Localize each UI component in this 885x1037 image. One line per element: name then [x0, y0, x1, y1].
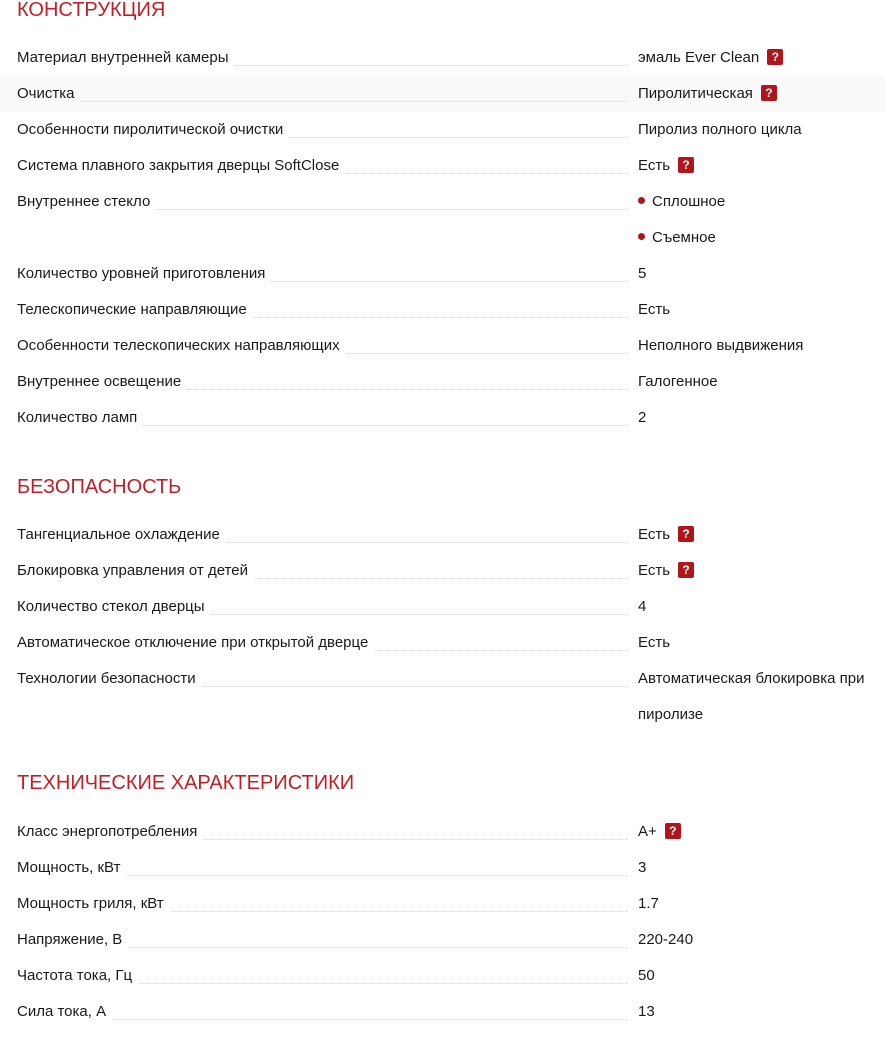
spec-value: Пиролиз полного цикла: [638, 121, 802, 138]
spec-value: эмаль Ever Clean ?: [638, 49, 783, 67]
spec-value: Неполного выдвижения: [638, 337, 804, 354]
bullet-icon: [638, 233, 645, 240]
spec-row: [0, 517, 885, 553]
spec-row: [0, 814, 885, 850]
spec-label: Мощность гриля, кВт: [17, 895, 170, 913]
spec-row: [0, 328, 885, 364]
spec-value: 3: [638, 859, 647, 876]
spec-value: Есть: [638, 634, 671, 651]
spec-label: Количество стекол дверцы: [17, 598, 211, 616]
spec-row: [0, 76, 885, 112]
spec-row: [0, 256, 885, 292]
spec-label: Мощность, кВт: [17, 859, 126, 877]
spec-label: Количество ламп: [17, 409, 143, 427]
spec-value-list-item: Сплошное: [638, 193, 725, 211]
spec-label: Внутреннее стекло: [17, 193, 156, 211]
spec-value: 13: [638, 1003, 655, 1020]
help-icon[interactable]: ?: [665, 823, 681, 839]
spec-row: [0, 958, 885, 994]
section-title: ТЕХНИЧЕСКИЕ ХАРАКТЕРИСТИКИ: [17, 772, 355, 794]
section-title: БЕЗОПАСНОСТЬ: [17, 476, 182, 498]
spec-label: Частота тока, Гц: [17, 967, 138, 985]
spec-row-continuation: [0, 220, 885, 256]
spec-label: Блокировка управления от детей: [17, 562, 254, 580]
spec-row: [0, 400, 885, 436]
spec-row: [0, 886, 885, 922]
spec-value: 2: [638, 409, 647, 426]
spec-label: Особенности телескопических направляющих: [17, 337, 346, 355]
spec-label: Тангенциальное охлаждение: [17, 526, 226, 544]
spec-row: [0, 661, 885, 733]
spec-label: Материал внутренней камеры: [17, 49, 234, 67]
spec-label: Внутреннее освещение: [17, 373, 187, 391]
spec-label: Количество уровней приготовления: [17, 265, 271, 283]
spec-value: 5: [638, 265, 647, 282]
spec-row: [0, 553, 885, 589]
spec-label: Напряжение, В: [17, 931, 128, 949]
spec-label: Система плавного закрытия дверцы SoftClose: [17, 157, 345, 175]
spec-value: Есть ?: [638, 562, 694, 580]
spec-row: [0, 112, 885, 148]
spec-row: [0, 850, 885, 886]
spec-value: Автоматическая блокировка при пиролизе: [638, 670, 865, 723]
spec-row: [0, 292, 885, 328]
spec-value: 4: [638, 598, 647, 615]
spec-label: Автоматическое отключение при открытой дверце: [17, 634, 374, 652]
spec-value: Есть ?: [638, 526, 694, 544]
spec-value: 220-240: [638, 931, 694, 948]
spec-label: Очистка: [17, 85, 80, 103]
spec-row: [0, 994, 885, 1030]
spec-value: Пиролитическая ?: [638, 85, 777, 103]
help-icon[interactable]: ?: [678, 157, 694, 173]
spec-row: [0, 148, 885, 184]
spec-row: [0, 922, 885, 958]
dotted-leader: [17, 101, 628, 102]
spec-value: Есть ?: [638, 157, 694, 175]
spec-value-list-item: Съемное: [638, 229, 716, 247]
help-icon[interactable]: ?: [678, 562, 694, 578]
spec-value: 50: [638, 967, 655, 984]
spec-row: [0, 589, 885, 625]
section-title: КОНСТРУКЦИЯ: [17, 0, 166, 21]
spec-value: 1.7: [638, 895, 659, 912]
spec-label: Сила тока, А: [17, 1003, 112, 1021]
spec-row: [0, 625, 885, 661]
spec-value: Есть: [638, 301, 671, 318]
spec-label: Технологии безопасности: [17, 670, 202, 688]
spec-row: [0, 40, 885, 76]
spec-row: [0, 184, 885, 220]
spec-row: [0, 364, 885, 400]
help-icon[interactable]: ?: [678, 526, 694, 542]
bullet-icon: [638, 197, 645, 204]
help-icon[interactable]: ?: [767, 49, 783, 65]
spec-label: Особенности пиролитической очистки: [17, 121, 289, 139]
help-icon[interactable]: ?: [761, 85, 777, 101]
spec-value: Галогенное: [638, 373, 718, 390]
spec-label: Телескопические направляющие: [17, 301, 253, 319]
spec-label: Класс энергопотребления: [17, 823, 203, 841]
spec-value: A+ ?: [638, 823, 681, 841]
